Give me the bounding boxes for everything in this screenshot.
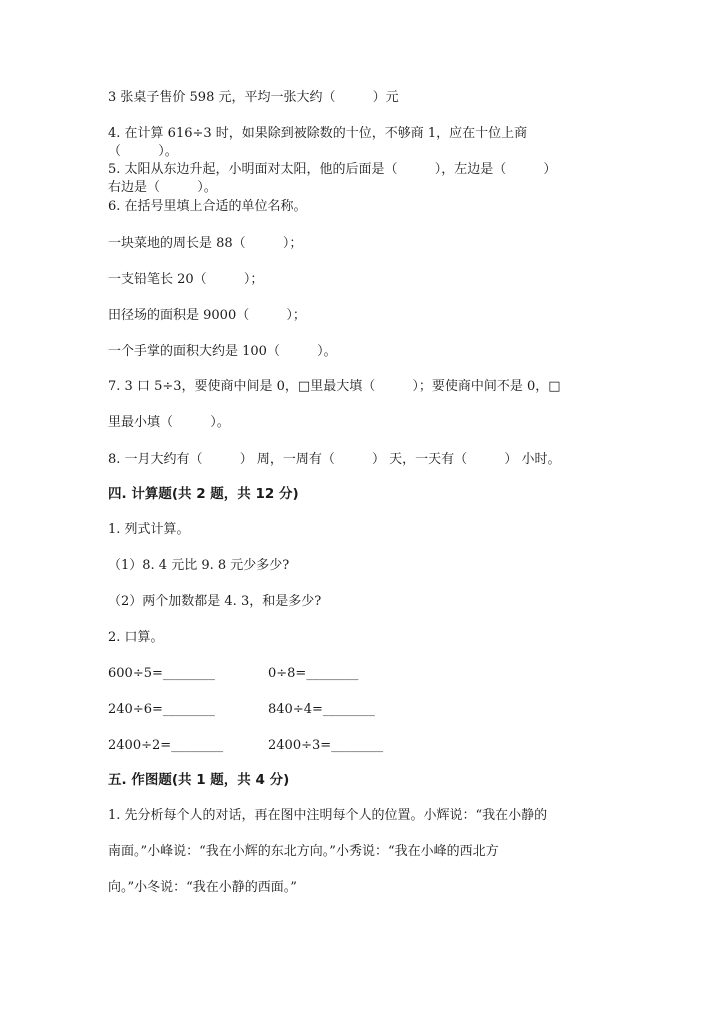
question-4-line-1: 4. 在计算 616÷3 时，如果除到被除数的十位，不够商 1，应在十位上商 xyxy=(108,126,528,141)
question-6-title: 6. 在括号里填上合适的单位名称。 xyxy=(108,199,307,214)
section-four-heading: 四. 计算题(共 2 题，共 12 分) xyxy=(108,486,299,502)
oral-item-left: 240÷6=________ xyxy=(108,702,215,717)
oral-item-left: 600÷5=________ xyxy=(108,666,215,681)
section-five-heading: 五. 作图题(共 1 题，共 4 分) xyxy=(108,772,290,788)
question-5-line-2: 右边是（ ）。 xyxy=(108,180,217,195)
oral-item-left: 2400÷2=________ xyxy=(108,738,224,753)
question-6-item-a: 一块菜地的周长是 88（ ）； xyxy=(108,236,303,251)
calc-question-1-b: （2）两个加数都是 4. 3，和是多少? xyxy=(108,594,322,609)
calc-question-1-title: 1. 列式计算。 xyxy=(108,522,190,537)
calc-question-1-a: （1）8. 4 元比 9. 8 元少多少? xyxy=(108,558,290,573)
oral-item-right: 0÷8=________ xyxy=(268,666,359,681)
question-5-line-1: 5. 太阳从东边升起，小明面对太阳，他的后面是（ ），左边是（ ） xyxy=(108,162,557,177)
drawing-question-line-1: 1. 先分析每个人的对话，再在图中注明每个人的位置。小辉说：“我在小静的 xyxy=(108,808,548,823)
question-6-item-d: 一个手掌的面积大约是 100（ ）。 xyxy=(108,344,337,359)
question-6-item-b: 一支铅笔长 20（ ）； xyxy=(108,272,264,287)
oral-item-right: 2400÷3=________ xyxy=(268,738,384,753)
question-7-line-2: 里最小填（ ）。 xyxy=(108,415,230,430)
drawing-question-line-3: 向。”小冬说：“我在小静的西面。” xyxy=(108,880,297,895)
oral-item-right: 840÷4=________ xyxy=(268,702,375,717)
calc-question-2-title: 2. 口算。 xyxy=(108,630,164,645)
question-8: 8. 一月大约有（ ） 周，一周有（ ） 天，一天有（ ） 小时。 xyxy=(108,452,561,467)
question-7-line-1: 7. 3 口 5÷3，要使商中间是 0，□里最大填（ ）；要使商中间不是 0，□ xyxy=(108,379,561,394)
question-4-line-2: （ ）。 xyxy=(108,144,178,159)
question-6-item-c: 田径场的面积是 9000（ ）； xyxy=(108,308,306,323)
question-3: 3 张桌子售价 598 元，平均一张大约（ ）元 xyxy=(108,90,399,105)
drawing-question-line-2: 南面。”小峰说：“我在小辉的东北方向。”小秀说：“我在小峰的西北方 xyxy=(108,844,499,859)
